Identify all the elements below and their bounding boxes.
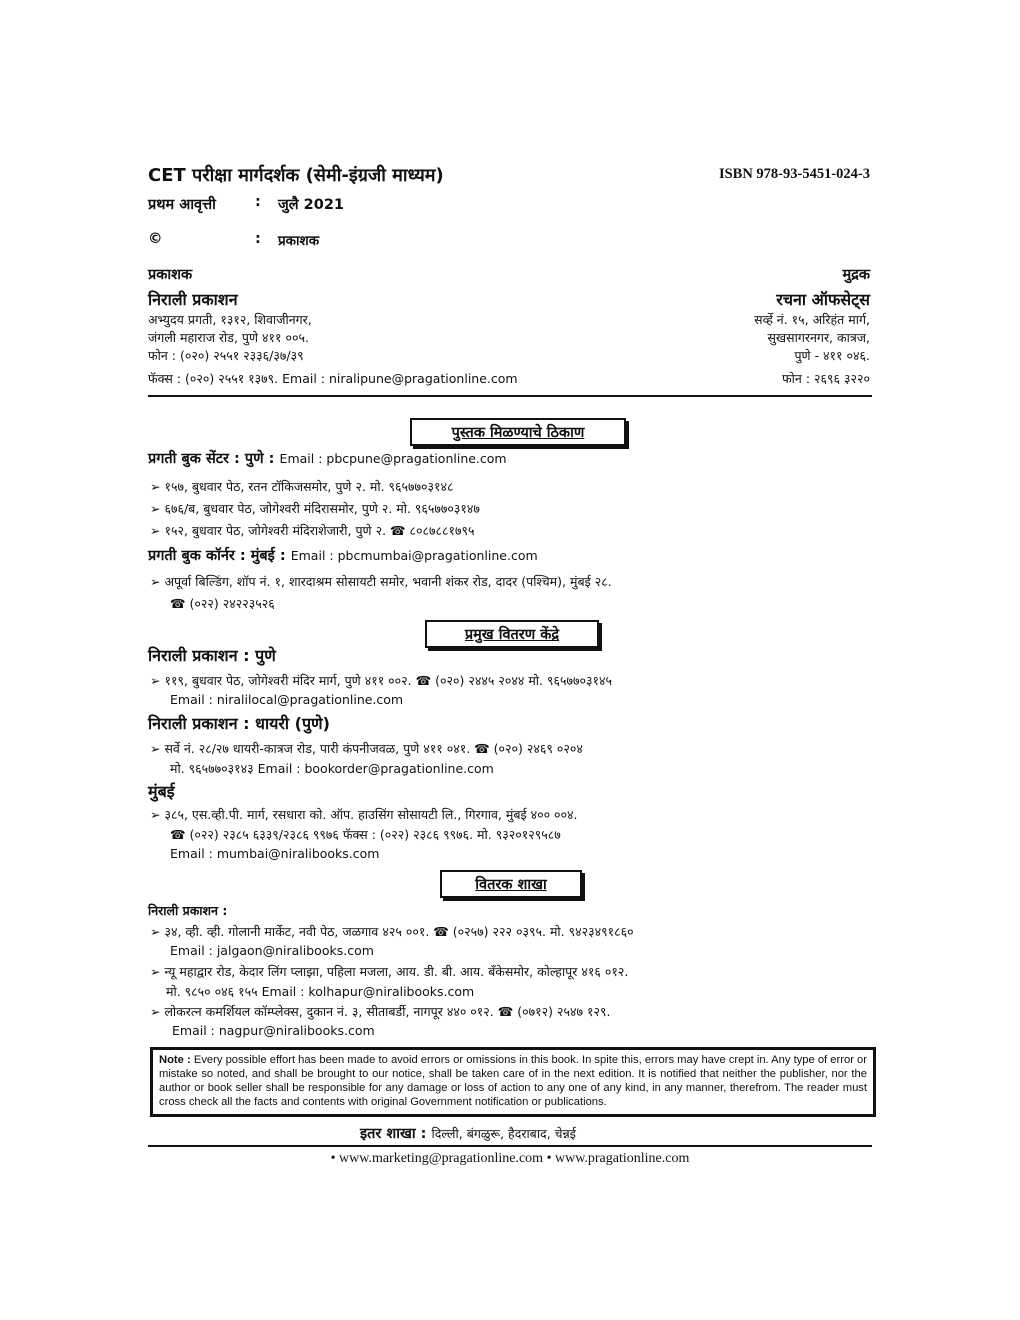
publisher-address-line2: जंगली महाराज रोड, पुणे ४११ ००५. bbox=[148, 330, 309, 345]
pbc-mumbai-address-text: अपूर्वा बिल्डिंग, शॉप नं. १, शारदाश्रम सोसायटी समोर, भवानी शंकर रोड, दादर (पश्चिम), मुंबई २८. bbox=[164, 574, 612, 589]
pbc-pune-item-1 bbox=[150, 478, 454, 495]
printer-address-line2: सुखसागरनगर, कात्रज, bbox=[767, 330, 870, 345]
copyright-separator: : bbox=[255, 231, 261, 247]
section-heading-books-text: पुस्तक मिळण्याचे ठिकाण bbox=[451, 425, 585, 441]
other-branches bbox=[360, 1123, 576, 1143]
jalgaon-email: Email : jalgaon@niralibooks.com bbox=[170, 943, 374, 958]
section-heading-distribution bbox=[425, 620, 599, 648]
nirali-dhayari-contact: मो. ९६५७७०३१४३ Email : bookorder@pragationline.com bbox=[170, 761, 494, 776]
jalgaon-address-text: ३४, व्ही. व्ही. गोलानी मार्केट, नवी पेठ, जळगाव ४२५ ००१. ☎ (०२५७) २२२ ०३९५. मो. ९४२३४९१८६० bbox=[164, 924, 634, 939]
section-heading-branches-text: वितरक शाखा bbox=[475, 877, 547, 893]
publisher-label: प्रकाशक bbox=[148, 267, 193, 283]
pbc-mumbai-email: Email : pbcmumbai@pragationline.com bbox=[290, 548, 538, 563]
other-branches-value: दिल्ली, बंगळुरू, हैदराबाद, चेन्नई bbox=[431, 1126, 576, 1141]
section-heading-distribution-text: प्रमुख वितरण केंद्रे bbox=[464, 627, 560, 643]
nirali-dhayari-address-text: सर्वे नं. २८/२७ धायरी-कात्रज रोड, पारी कंपनीजवळ, पुणे ४११ ०४१. ☎ (०२०) २४६९ ०२०४ bbox=[164, 741, 583, 756]
nirali-pune-title: निराली प्रकाशन : पुणे bbox=[148, 646, 276, 665]
pbc-mumbai-header bbox=[148, 545, 538, 565]
printer-address-line1: सर्व्हे नं. १५, अरिहंत मार्ग, bbox=[754, 312, 870, 327]
mumbai-phone-fax: ☎ (०२२) २३८५ ६३३९/२३८६ ९९७६ फॅक्स : (०२२) २३८६ ९९७६. मो. ९३२०१२९५८७ bbox=[170, 827, 561, 842]
kolhapur-address bbox=[150, 963, 628, 980]
note-label: Note : bbox=[159, 1054, 191, 1066]
copyright-value: प्रकाशक bbox=[278, 233, 320, 249]
nirali-pune-address-text: ११९, बुधवार पेठ, जोगेश्वरी मंदिर मार्ग, पुणे ४११ ००२. ☎ (०२०) २४४५ २०४४ मो. ९६५७७०३१४५ bbox=[164, 673, 612, 688]
publisher-address-line1: अभ्युदय प्रगती, १३१२, शिवाजीनगर, bbox=[148, 312, 312, 327]
section-heading-books bbox=[410, 418, 626, 446]
other-branches-label: इतर शाखा : bbox=[360, 1126, 427, 1142]
kolhapur-address-text: न्यू महाद्वार रोड, केदार लिंग प्लाझा, पहिला मजला, आय. डी. बी. आय. बँकेसमोर, कोल्हापूर ४१६ ०१२. bbox=[164, 964, 629, 979]
printer-label: मुद्रक bbox=[842, 267, 870, 283]
nagpur-address bbox=[150, 1003, 610, 1020]
pbc-mumbai-phone: ☎ (०२२) २४२२३५२६ bbox=[170, 596, 275, 611]
divider bbox=[148, 1145, 872, 1147]
arrow-icon: ➢ bbox=[150, 741, 165, 756]
mumbai-title: मुंबई bbox=[148, 782, 175, 801]
publisher-name: निराली प्रकाशन bbox=[148, 290, 238, 309]
pbc-pune-title: प्रगती बुक सेंटर : पुणे : bbox=[148, 451, 275, 467]
arrow-icon: ➢ bbox=[150, 523, 165, 538]
divider bbox=[148, 395, 872, 397]
pbc-mumbai-address bbox=[150, 573, 612, 590]
mumbai-address bbox=[150, 806, 578, 823]
arrow-icon: ➢ bbox=[150, 924, 165, 939]
printer-address-line3: पुणे - ४११ ०४६. bbox=[794, 348, 870, 363]
edition-separator: : bbox=[255, 194, 261, 210]
pbc-pune-item-text: १५२, बुधवार पेठ, जोगेश्वरी मंदिराशेजारी, पुणे २. ☎ ८०८७८८१७९५ bbox=[164, 523, 475, 538]
pbc-pune-item-3 bbox=[150, 522, 475, 539]
pbc-mumbai-title: प्रगती बुक कॉर्नर : मुंबई : bbox=[148, 548, 286, 564]
nirali-dhayari-address bbox=[150, 740, 583, 757]
note-text: Every possible effort has been made to avoid errors or omissions in this book. In spite this, errors may have crept in. Any type of error or mistake so noted, and shall be brought to our notice, shall be taken care of in the next edition. It is notified that neither the publisher, nor the author or book seller shall be responsible for any damage or loss of action to any one of any kind, in any manner, therefrom. The reader must cross check all the facts and contents with original Government notification or publications. bbox=[159, 1054, 867, 1108]
arrow-icon: ➢ bbox=[150, 673, 165, 688]
section-heading-branches bbox=[440, 870, 582, 898]
jalgaon-address bbox=[150, 923, 634, 940]
publisher-fax-email: फॅक्स : (०२०) २५५१ १३७९. Email : niralipune@pragationline.com bbox=[148, 371, 518, 386]
nirali-pune-address bbox=[150, 672, 612, 689]
book-title: CET परीक्षा मार्गदर्शक (सेमी-इंग्रजी माध्यम) bbox=[148, 165, 444, 186]
arrow-icon: ➢ bbox=[150, 501, 165, 516]
nirali-dhayari-title: निराली प्रकाशन : धायरी (पुणे) bbox=[148, 714, 330, 733]
arrow-icon: ➢ bbox=[150, 807, 165, 822]
edition-label: प्रथम आवृत्ती bbox=[148, 197, 216, 213]
publisher-phone: फोन : (०२०) २५५१ २३३६/३७/३९ bbox=[148, 348, 304, 363]
arrow-icon: ➢ bbox=[150, 1004, 165, 1019]
arrow-icon: ➢ bbox=[150, 964, 165, 979]
nagpur-email: Email : nagpur@niralibooks.com bbox=[172, 1023, 375, 1038]
footer-websites: • www.marketing@pragationline.com • www.pragationline.com bbox=[330, 1151, 690, 1166]
disclaimer-note bbox=[150, 1047, 876, 1117]
edition-value: जुलै 2021 bbox=[278, 197, 344, 213]
pbc-pune-item-2 bbox=[150, 500, 480, 517]
pbc-pune-item-text: १५७, बुधवार पेठ, रतन टॉकिजसमोर, पुणे २. मो. ९६५७७०३१४८ bbox=[164, 479, 454, 494]
branches-subheading: निराली प्रकाशन : bbox=[148, 903, 228, 918]
isbn: ISBN 978-93-5451-024-3 bbox=[718, 166, 870, 182]
pbc-pune-item-text: ६७६/ब, बुधवार पेठ, जोगेश्वरी मंदिरासमोर, पुणे २. मो. ९६५७७०३१४७ bbox=[164, 501, 480, 516]
printer-phone: फोन : २६९६ ३२२० bbox=[782, 371, 870, 386]
kolhapur-contact: मो. ९८५० ०४६ १५५ Email : kolhapur@niralibooks.com bbox=[166, 984, 475, 999]
mumbai-address-text: ३८५, एस.व्ही.पी. मार्ग, रसधारा को. ऑप. हाउसिंग सोसायटी लि., गिरगाव, मुंबई ४०० ००४. bbox=[164, 807, 578, 822]
mumbai-email: Email : mumbai@niralibooks.com bbox=[170, 846, 380, 861]
nirali-pune-email: Email : niralilocal@pragationline.com bbox=[170, 692, 404, 707]
pbc-pune-header bbox=[148, 448, 507, 468]
nagpur-address-text: लोकरत्न कमर्शियल कॉम्प्लेक्स, दुकान नं. ३, सीताबर्डी, नागपूर ४४० ०१२. ☎ (०७१२) २५४७ १२९. bbox=[164, 1004, 611, 1019]
pbc-pune-email: Email : pbcpune@pragationline.com bbox=[279, 451, 507, 466]
arrow-icon: ➢ bbox=[150, 574, 165, 589]
copyright-symbol: © bbox=[148, 231, 163, 247]
arrow-icon: ➢ bbox=[150, 479, 165, 494]
printer-name: रचना ऑफसेट्स bbox=[776, 290, 870, 309]
